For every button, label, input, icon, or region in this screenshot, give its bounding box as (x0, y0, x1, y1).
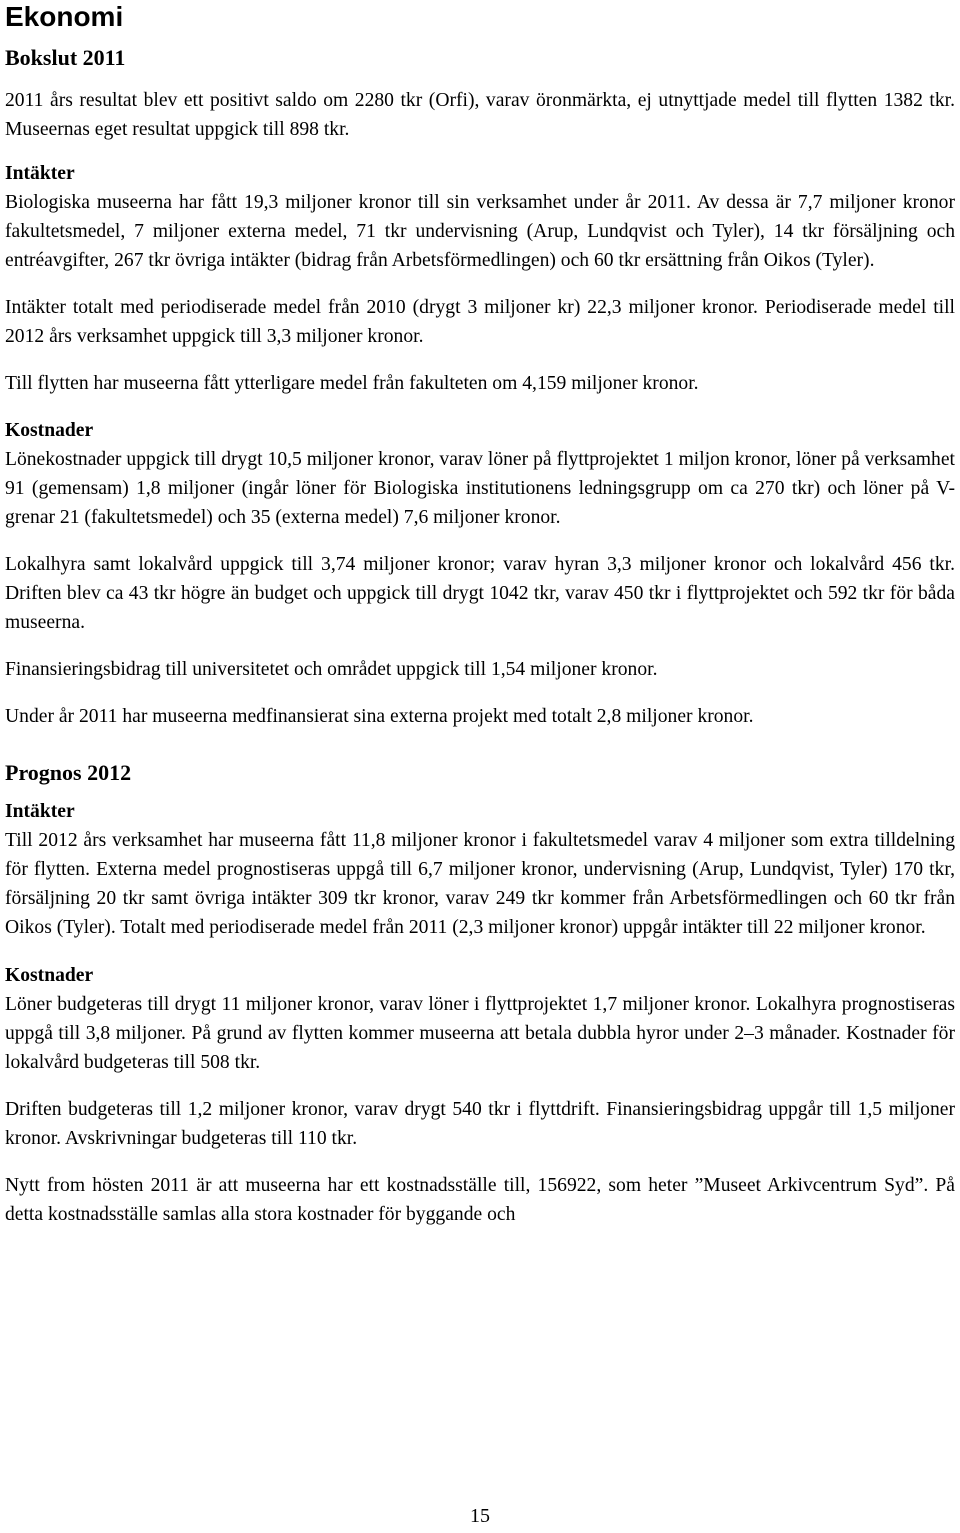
prognos-intakter-heading: Intäkter (5, 801, 75, 822)
bokslut-intakter-paragraph-3: Till flytten har museerna fått ytterligare medel från fakulteten om 4,159 miljoner kronor. (5, 373, 699, 394)
bokslut-kostnader-paragraph-2: Lokalhyra samt lokalvård uppgick till 3,74 miljoner kronor; varav hyran 3,3 miljoner kronor och lokalvård 456 tkr. Driften blev ca 43 tkr högre än budget och uppgick till drygt 1042 tkr, varav 450 tkr i flyttprojektet och 592 tkr för båda museerna. (5, 554, 955, 633)
section-title: Ekonomi (5, 1, 124, 32)
bokslut-intakter-heading: Intäkter (5, 163, 75, 184)
bokslut-intro: 2011 års resultat blev ett positivt saldo om 2280 tkr (Orfi), varav öronmärkta, ej utnyttjade medel till flytten 1382 tkr. Museernas eget resultat uppgick till 898 tkr. (5, 90, 955, 140)
bokslut-heading: Bokslut 2011 (5, 45, 126, 70)
prognos-kostnader-paragraph-3: Nytt from hösten 2011 är att museerna har ett kostnadsställe till, 156922, som heter ”Museet Arkivcentrum Syd”. På detta kostnadsställe samlas alla stora kostnader för byggande och (5, 1175, 955, 1225)
bokslut-kostnader-paragraph-1: Lönekostnader uppgick till drygt 10,5 miljoner kronor, varav löner på flyttprojektet 1 miljon kronor, löner på verksamhet 91 (gemensam) 1,8 miljoner (ingår löner för Biologiska institutionens ledningsgrupp om ca 270 tkr) och löner på V-grenar 21 (fakultetsmedel) och 35 (externa medel) 7,6 miljoner kronor. (5, 449, 955, 528)
bokslut-intakter-paragraph-2: Intäkter totalt med periodiserade medel från 2010 (drygt 3 miljoner kr) 22,3 miljoner kronor. Periodiserade medel till 2012 års verksamhet uppgick till 3,3 miljoner kronor. (5, 297, 955, 347)
bokslut-intakter-paragraph-1: Biologiska museerna har fått 19,3 miljoner kronor till sin verksamhet under år 2011. Av dessa är 7,7 miljoner kronor fakultetsmedel, 7 miljoner externa medel, 71 tkr undervisning (Arup, Lundqvist och Tyler), 14 tkr försäljning och entréavgifter, 267 tkr övriga intäkter (bidrag från Arbetsförmedlingen) och 60 tkr ersättning från Oikos (Tyler). (5, 192, 955, 271)
prognos-kostnader-heading: Kostnader (5, 965, 94, 986)
page-number: 15 (470, 1505, 490, 1527)
bokslut-kostnader-heading: Kostnader (5, 420, 94, 441)
document-page (5, 0, 955, 1229)
prognos-intakter-paragraph-1: Till 2012 års verksamhet har museerna fått 11,8 miljoner kronor i fakultetsmedel varav 4 miljoner som extra tilldelning för flytten. Externa medel prognostiseras uppgå till 6,7 miljoner kronor, undervisning (Arup, Lundqvist, Tyler) 170 tkr, försäljning 20 tkr samt övriga intäkter 309 tkr kronor, varav 249 tkr kommer från Arbetsförmedlingen och 60 tkr från Oikos (Tyler). Totalt med periodiserade medel från 2011 (2,3 miljoner kronor) uppgår intäkter till 22 miljoner kronor. (5, 830, 955, 938)
prognos-kostnader-paragraph-2: Driften budgeteras till 1,2 miljoner kronor, varav drygt 540 tkr i flyttdrift. Finansieringsbidrag uppgår till 1,5 miljoner kronor. Avskrivningar budgeteras till 110 tkr. (5, 1099, 955, 1149)
prognos-kostnader-paragraph-1: Löner budgeteras till drygt 11 miljoner kronor, varav löner i flyttprojektet 1,7 miljoner kronor. Lokalhyra prognostiseras uppgå till 3,8 miljoner. På grund av flytten kommer museerna att betala dubbla hyror under 2–3 månader. Kostnader för lokalvård budgeteras till 508 tkr. (5, 994, 955, 1073)
bokslut-kostnader-paragraph-3: Finansieringsbidrag till universitetet och området uppgick till 1,54 miljoner kronor. (5, 659, 658, 680)
bokslut-kostnader-paragraph-4: Under år 2011 har museerna medfinansierat sina externa projekt med totalt 2,8 miljoner kronor. (5, 706, 754, 727)
prognos-heading: Prognos 2012 (5, 760, 132, 785)
